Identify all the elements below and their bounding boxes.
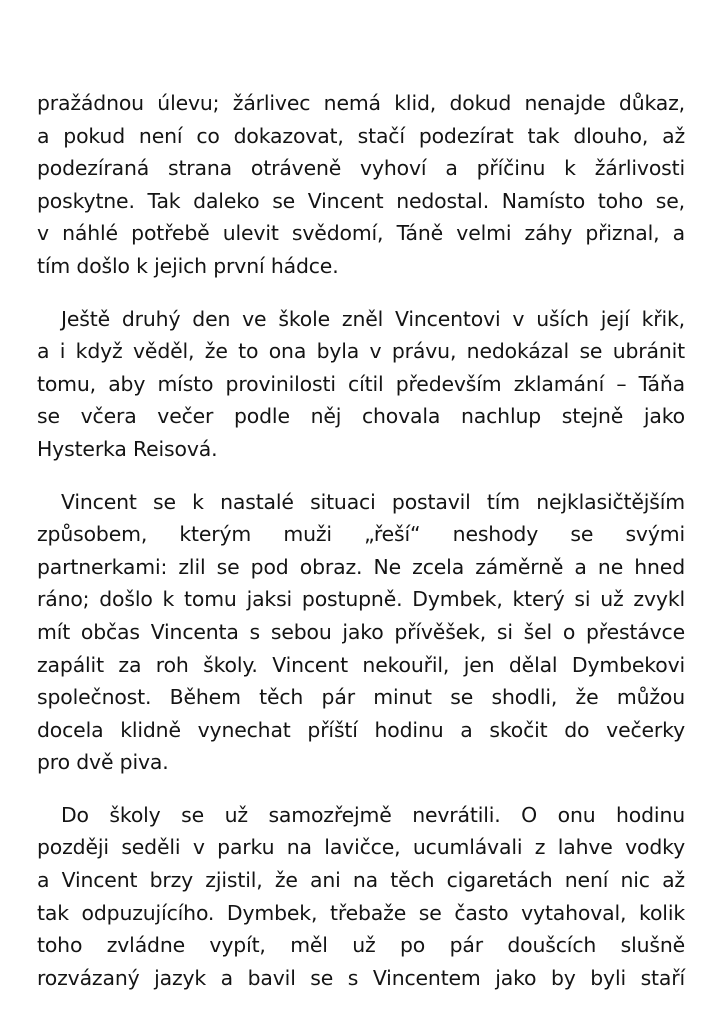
text-line: později seděli v parku na lavičce, ucumlávali z lahve vodky bbox=[37, 835, 685, 860]
text-line: a pokud není co dokazovat, stačí podezírat tak dlouho, až bbox=[37, 123, 685, 148]
paragraph-4 bbox=[37, 799, 685, 995]
paragraph-1 bbox=[37, 87, 685, 283]
text-line: pražádnou úlevu; žárlivec nemá klid, dokud nenajde důkaz, bbox=[37, 91, 685, 115]
text-line: Ještě druhý den ve škole zněl Vincentovi v uších její křik, bbox=[61, 306, 685, 331]
text-line: v náhlé potřebě ulevit svědomí, Táně velmi záhy přiznal, a bbox=[37, 221, 685, 246]
text-line: a i když věděl, že to ona byla v právu, nedokázal se ubránit bbox=[37, 339, 685, 364]
text-line: rozvázaný jazyk a bavil se s Vincentem jako by byli staří bbox=[37, 965, 685, 990]
text-line: a Vincent brzy zjistil, že ani na těch cigaretách není nic až bbox=[37, 868, 685, 893]
text-line: poskytne. Tak daleko se Vincent nedostal. Namísto toho se, bbox=[37, 188, 685, 213]
text-line: Vincent se k nastalé situaci postavil tím nejklasičtějším bbox=[61, 489, 685, 514]
text-line: podezíraná strana otráveně vyhoví a příčinu k žárlivosti bbox=[37, 156, 685, 181]
text-line: partnerkami: zlil se pod obraz. Ne zcela záměrně a ne hned bbox=[37, 554, 685, 579]
text-line: docela klidně vynechat příští hodinu a skočit do večerky bbox=[37, 717, 685, 742]
text-line: se včera večer podle něj chovala nachlup stejně jako bbox=[37, 404, 685, 429]
text-line: toho zvládne vypít, měl už po pár doušcích slušně bbox=[37, 933, 685, 958]
text-line: způsobem, kterým muži „řeší“ neshody se svými bbox=[37, 522, 685, 547]
text-line: tak odpuzujícího. Dymbek, třebaže se často vytahoval, kolik bbox=[37, 900, 685, 925]
text-line: tomu, aby místo provinilosti cítil především zklamání – Táňa bbox=[37, 371, 685, 396]
text-line: pro dvě piva. bbox=[37, 750, 169, 775]
paragraph-3 bbox=[37, 486, 685, 779]
text-line: společnost. Během těch pár minut se shodli, že můžou bbox=[37, 685, 685, 710]
text-line: zapálit za roh školy. Vincent nekouřil, jen dělal Dymbekovi bbox=[37, 652, 685, 677]
text-line: mít občas Vincenta s sebou jako přívěšek, si šel o přestávce bbox=[37, 619, 685, 644]
text-line: tím došlo k jejich první hádce. bbox=[37, 253, 339, 278]
text-line: Do školy se už samozřejmě nevrátili. O onu hodinu bbox=[61, 802, 685, 827]
body-text bbox=[37, 87, 685, 1014]
text-line: Hysterka Reisová. bbox=[37, 436, 218, 461]
text-line: ráno; došlo k tomu jaksi postupně. Dymbek, který si už zvykl bbox=[37, 587, 685, 612]
paragraph-2 bbox=[37, 303, 685, 466]
